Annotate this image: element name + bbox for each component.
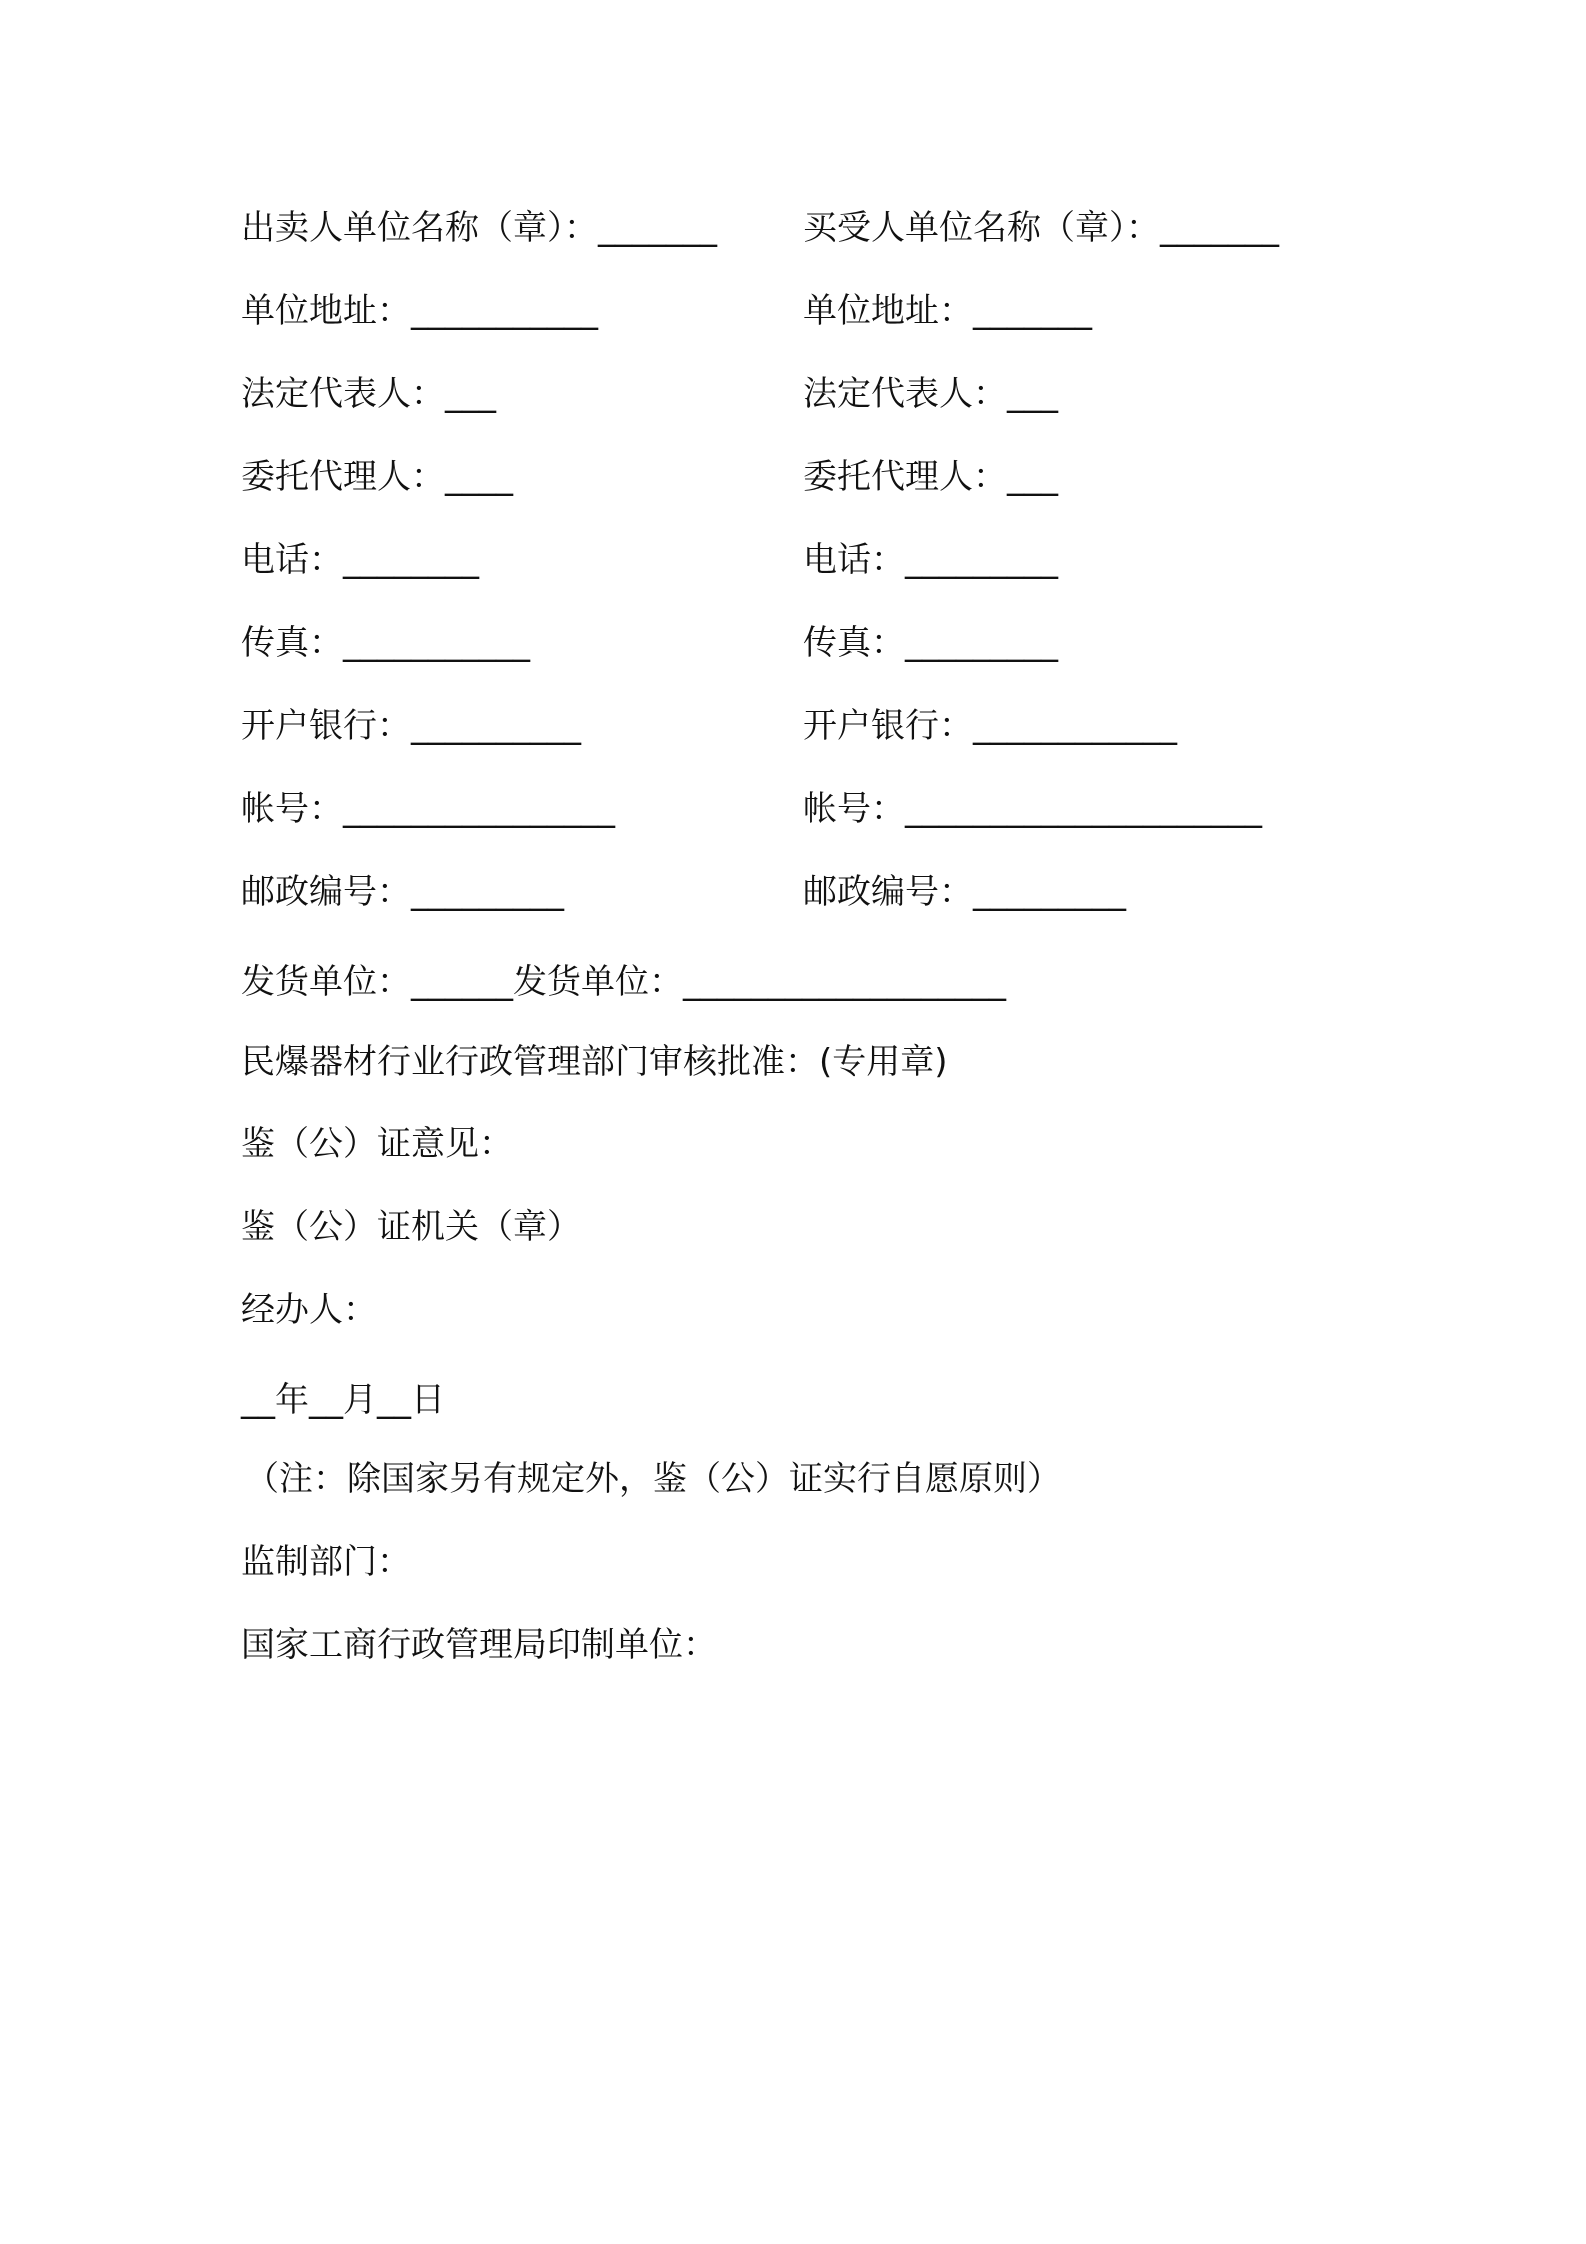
seller-account-field: 帐号：________________ [241, 789, 615, 829]
date-line: __年__月__日 [241, 1380, 445, 1420]
note-line: （注：除国家另有规定外，鉴（公）证实行自愿原则） [245, 1459, 1061, 1499]
shipping-unit-line: 发货单位：______发货单位：___________________ [241, 962, 1006, 1002]
approval-line: 民爆器材行业行政管理部门审核批准：(专用章) [241, 1042, 948, 1082]
supervisor-line: 监制部门： [241, 1542, 411, 1582]
buyer-postcode-field: 邮政编号：_________ [803, 872, 1126, 912]
handler-line: 经办人： [241, 1290, 377, 1330]
seller-bank-field: 开户银行：__________ [241, 706, 581, 746]
printer-line: 国家工商行政管理局印制单位： [241, 1625, 717, 1665]
buyer-fax-field: 传真：_________ [803, 623, 1058, 663]
buyer-name-field: 买受人单位名称（章）：_______ [803, 208, 1279, 248]
seller-address-field: 单位地址：___________ [241, 291, 598, 331]
seller-postcode-field: 邮政编号：_________ [241, 872, 564, 912]
notary-opinion-line: 鉴（公）证意见： [241, 1124, 513, 1164]
seller-name-field: 出卖人单位名称（章）：_______ [241, 208, 717, 248]
notary-office-line: 鉴（公）证机关（章） [241, 1207, 581, 1247]
seller-agent-field: 委托代理人：____ [241, 457, 513, 497]
buyer-address-field: 单位地址：_______ [803, 291, 1092, 331]
seller-fax-field: 传真：___________ [241, 623, 530, 663]
seller-legal-rep-field: 法定代表人：___ [241, 374, 496, 414]
buyer-agent-field: 委托代理人：___ [803, 457, 1058, 497]
seller-phone-field: 电话：________ [241, 540, 479, 580]
buyer-phone-field: 电话：_________ [803, 540, 1058, 580]
buyer-legal-rep-field: 法定代表人：___ [803, 374, 1058, 414]
buyer-bank-field: 开户银行：____________ [803, 706, 1177, 746]
buyer-account-field: 帐号：_____________________ [803, 789, 1262, 829]
